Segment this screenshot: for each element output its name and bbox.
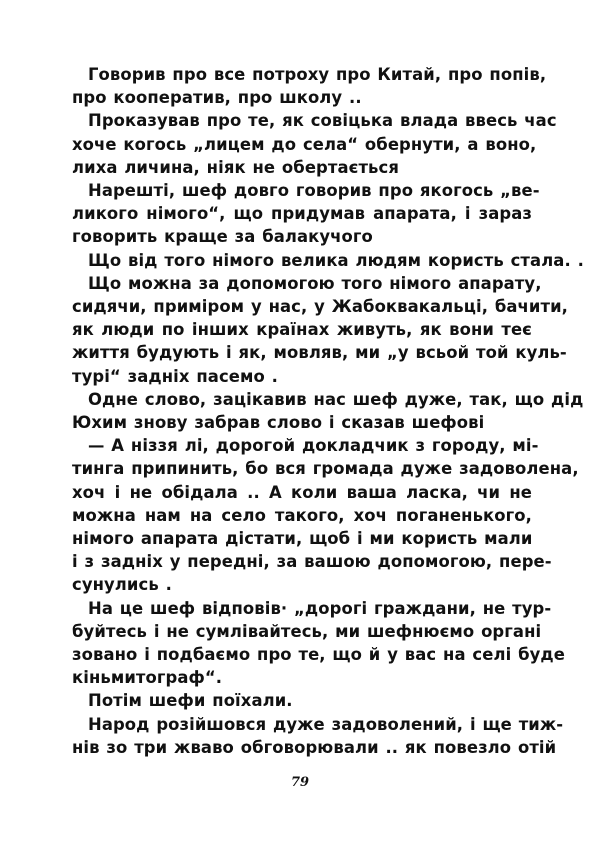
text-line: сунулись . — [72, 575, 172, 595]
text-line: Народ розійшовся дуже задоволений, і ще тиж- — [88, 714, 564, 734]
text-line: зовано і подбаємо про те, що й у вас на селі буде — [72, 645, 565, 665]
text-line: Юхим знову забрав слово і сказав шефові — [72, 413, 485, 433]
paragraph — [72, 388, 584, 434]
paragraph — [72, 689, 532, 712]
text-line: сидячи, приміром у нас, у Жабоквакальці, бачити, — [72, 297, 568, 317]
text-line: тинга припинить, бо вся громада дуже задоволена, — [72, 459, 579, 479]
text-line: ликого німого“, що придумав апарата, і зараз — [72, 204, 532, 224]
text-line: Нарешті, шеф довго говорив про якогось „ве- — [88, 181, 540, 201]
text-line: Говорив про все потроху про Китай, про попів, — [88, 65, 547, 84]
page-body — [72, 63, 584, 759]
text-line: про кооператив, про школу .. — [72, 88, 362, 108]
text-line: На це шеф відповів· „дорогі граждани, не тур- — [88, 598, 552, 618]
paragraph — [72, 272, 568, 388]
text-line: хоч і не обідала .. А коли ваша ласка, чи не — [72, 482, 532, 502]
text-line: Потім шефи поїхали. — [88, 691, 293, 711]
text-line: як люди по інших країнах живуть, як вони теє — [72, 320, 532, 340]
text-line: Що можна за допомогою того німого апарату, — [88, 273, 542, 293]
paragraph — [72, 109, 557, 179]
text-line: нів зо три жваво обговорювали .. як повезло отій — [72, 737, 557, 757]
text-line: і з задніх у передні, за вашою допомогою, пере- — [72, 552, 552, 572]
text-line: лиха личина, ніяк не обертається — [72, 157, 399, 177]
paragraph — [72, 179, 540, 249]
text-line: Проказував про те, як совіцька влада ввесь час — [88, 111, 557, 131]
text-line: можна нам на село такого, хоч поганенького, — [72, 505, 532, 525]
text-line: Що від того німого велика людям користь стала. . — [88, 250, 584, 270]
paragraph — [72, 597, 565, 690]
text-line: — А ніззя лі, дорогой докладчик з городу, мі- — [88, 436, 539, 456]
paragraph — [72, 63, 547, 109]
text-line: німого апарата дістати, щоб і ми користь мали — [72, 529, 533, 549]
text-line: говорить краще за балакучого — [72, 227, 373, 247]
text-line: Одне слово, зацікавив нас шеф дуже, так, що дід — [88, 389, 584, 409]
text-line: турі“ задніх пасемо . — [72, 366, 278, 386]
paragraph — [72, 434, 579, 596]
text-line: кіньмитограф“. — [72, 668, 223, 688]
text-line: хоче когось „лицем до села“ обернути, а воно, — [72, 134, 537, 154]
text-line: життя будують і як, мовляв, ми „у всьой той куль- — [72, 343, 567, 363]
paragraph — [72, 713, 564, 759]
page-number: 79 — [290, 775, 310, 790]
text-line: буйтесь і не сумлівайтесь, ми шефнюємо органі — [72, 621, 542, 641]
paragraph — [72, 249, 584, 272]
